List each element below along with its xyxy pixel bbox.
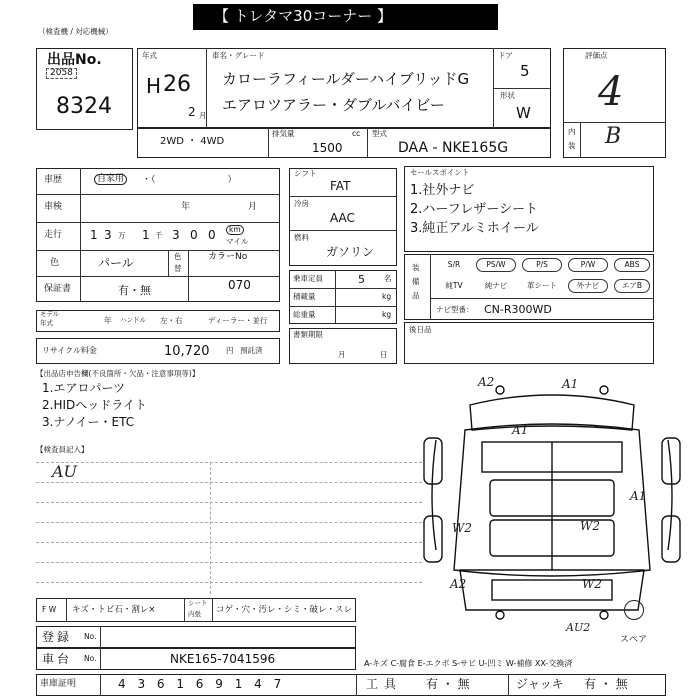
retrofit-box [404, 322, 654, 364]
car-name-label: 車名・グレード [212, 51, 265, 60]
cooling-value: AAC [330, 211, 355, 225]
jack-label: ジャッキ [516, 677, 564, 691]
mileage-d5: 0 [190, 228, 198, 242]
mileage-label: 走行 [44, 230, 63, 240]
damage-w2-left: W2 [452, 521, 472, 535]
inspection-label: 車検 [44, 202, 63, 212]
displacement-label: 排気量 [272, 129, 295, 138]
cert-label: 車庫証明 [40, 679, 77, 689]
model-label-1: モデル [40, 310, 60, 318]
color-code-label: カラーNo [208, 252, 248, 262]
seat-items: コゲ・穴・汚レ・シミ・破レ・スレ [216, 605, 353, 615]
note-3: 3.ナノイー・ETC [42, 415, 135, 429]
year-era: H [146, 74, 162, 98]
model-code-label: 型式 [372, 129, 387, 138]
chassis-value: NKE165-7041596 [170, 652, 276, 666]
warranty-label: 保証書 [44, 284, 72, 294]
model-label-2: 年式 [40, 319, 53, 327]
lot-tag: 2058 [46, 68, 77, 79]
shape-label: 形状 [500, 91, 515, 100]
year-month-unit: 月 [199, 111, 207, 120]
equip-airbag: エアB [614, 279, 650, 293]
model-dealer: ディーラー・並行 [208, 316, 268, 325]
equip-sr: S/R [447, 260, 461, 269]
history-rest: ・（ ） [142, 175, 237, 185]
shift-label: シフト [294, 169, 317, 178]
drive-value: 2WD ・ 4WD [160, 136, 225, 147]
shape-value: W [516, 104, 531, 122]
damage-legend: A-キズ C-腐食 E-エクボ S-サビ U-凹ミ W-補修 XX-交換済 [364, 659, 573, 668]
sales-points-title: セールスポイント [410, 168, 470, 177]
equip-psw: PS/W [476, 258, 516, 272]
docs-deadline-day: 日 [380, 350, 388, 359]
damage-a2-rear: A2 [450, 577, 467, 591]
weight-unit: kg [382, 310, 392, 319]
inspector-title: 【検査員記入】 [36, 445, 89, 454]
mileage-d4: 3 [172, 228, 180, 242]
damage-au2: AU2 [566, 621, 591, 634]
color-change-1: 色 [174, 252, 182, 261]
equip-ext-navi: 外ナビ [568, 279, 608, 293]
mileage-d6: 0 [208, 228, 216, 242]
equip-label-1: 装 [412, 263, 420, 272]
equip-label-2: 備 [412, 277, 420, 286]
year-month: 2 [188, 105, 196, 119]
model-handle: ハンドル [120, 316, 146, 324]
damage-a1-hood: A1 [512, 423, 529, 437]
mileage-unit-km: km [226, 225, 244, 235]
seat-label-2: 内張 [188, 610, 201, 618]
mileage-d1: 1 [90, 228, 98, 242]
equip-leather: 革シート [527, 281, 557, 290]
mileage-d3: 1 [142, 228, 150, 242]
tools-label: 工具 [366, 677, 403, 691]
note-1: 1.エアロパーツ [42, 381, 125, 395]
registration-no: No. [84, 632, 97, 641]
color-value: パール [98, 256, 134, 270]
interior-label-2: 装 [568, 141, 576, 150]
floor-label: F W [42, 605, 57, 614]
equip-abs: ABS [614, 258, 650, 272]
cooling-label: 冷房 [294, 199, 309, 208]
inspector-note: AU [52, 462, 78, 481]
chassis-label: 車台 [42, 652, 73, 666]
weight-label: 総重量 [293, 310, 316, 319]
lot-label: 出品No. [47, 52, 102, 68]
model-lr: 左・右 [160, 316, 183, 325]
equip-navi: 純ナビ [484, 281, 508, 290]
inspection-year: 年 [181, 202, 191, 212]
car-diagram [410, 370, 700, 660]
fuel-label: 燃料 [294, 233, 309, 242]
damage-a2-front: A2 [478, 375, 495, 389]
doors-value: 5 [520, 62, 530, 80]
displacement-value: 1500 [312, 141, 343, 155]
mileage-d2: 3 [104, 228, 112, 242]
note-2: 2.HIDヘッドライト [42, 398, 147, 412]
spare-label: スペア [620, 635, 648, 645]
damage-a1-right: A1 [630, 489, 647, 503]
capacity-unit: 名 [384, 274, 392, 283]
registration-label: 登録 [42, 630, 73, 644]
history-private: 自家用 [94, 174, 127, 185]
capacity-label: 乗車定員 [293, 274, 323, 283]
model-code-value: DAA - NKE165G [398, 140, 509, 156]
equip-pw: P/W [568, 258, 608, 272]
subheader: （検査機 / 対応機械） [38, 27, 113, 36]
load-label: 積載量 [293, 292, 316, 301]
sales-point-1: 1.社外ナビ [410, 183, 475, 198]
jack-options: 有 ・ 無 [584, 677, 628, 691]
color-code: 070 [228, 278, 251, 292]
seat-label-1: シート [188, 599, 208, 607]
docs-deadline-label: 書類期限 [293, 330, 323, 339]
floor-items: キズ・トビ石・割レ× [72, 605, 156, 615]
car-name-line1: カローラフィールダーハイブリッドG [222, 70, 470, 88]
mileage-unit2: 千 [155, 231, 163, 240]
chassis-no: No. [84, 654, 97, 663]
load-unit: kg [382, 292, 392, 301]
color-label: 色 [50, 258, 60, 268]
history-label: 車歴 [44, 175, 63, 185]
year-label: 年式 [142, 51, 157, 60]
shift-value: FAT [330, 179, 351, 193]
displacement-unit: cc [352, 129, 361, 138]
recycle-deposit: 預託済 [240, 346, 263, 355]
score-value: 4 [598, 69, 624, 115]
navi-model-value: CN-R300WD [484, 303, 552, 316]
doors-label: ドア [498, 51, 513, 60]
sales-point-2: 2.ハーフレザーシート [410, 202, 538, 217]
mileage-unit-mile: マイル [226, 237, 249, 246]
mileage-unit1: 万 [118, 231, 126, 240]
tools-options: 有 ・ 無 [426, 677, 470, 691]
recycle-value: 10,720 [164, 344, 210, 359]
recycle-label: リサイクル料金 [42, 346, 97, 355]
equip-label-3: 品 [412, 291, 420, 300]
interior-value: B [605, 124, 622, 149]
car-name-line2: エアロツアラー・ダブルバイビー [222, 96, 445, 114]
recycle-unit: 円 [226, 346, 234, 355]
equip-ps: P/S [522, 258, 562, 272]
spare-icon [624, 600, 644, 620]
lot-number: 8324 [56, 94, 112, 119]
capacity-value: 5 [358, 273, 365, 286]
score-label: 評価点 [585, 51, 608, 60]
notes-title: 【出品店申告欄(不良箇所・欠品・注意事項等)】 [36, 369, 200, 378]
retrofit-label: 後日品 [409, 325, 432, 334]
interior-label-1: 内 [568, 127, 576, 136]
fuel-value: ガソリン [326, 245, 375, 259]
warranty-value: 有・無 [118, 284, 151, 297]
banner-title: 【 トレタマ30コーナー 】 [214, 7, 393, 25]
damage-w2-right: W2 [580, 519, 600, 533]
damage-w2-rear: W2 [582, 577, 602, 591]
docs-deadline-month: 月 [338, 350, 346, 359]
damage-a1-front: A1 [562, 377, 579, 391]
model-year: 年 [104, 316, 112, 325]
navi-model-label: ナビ型番： [436, 305, 474, 314]
year-value: 26 [163, 72, 191, 97]
inspection-month: 月 [248, 202, 258, 212]
equip-tv: 純TV [445, 281, 463, 290]
color-change-2: 替 [174, 264, 182, 273]
sales-point-3: 3.純正アルミホイール [410, 221, 539, 236]
cert-digits: 4 3 6 1 6 9 1 4 7 [118, 677, 286, 691]
